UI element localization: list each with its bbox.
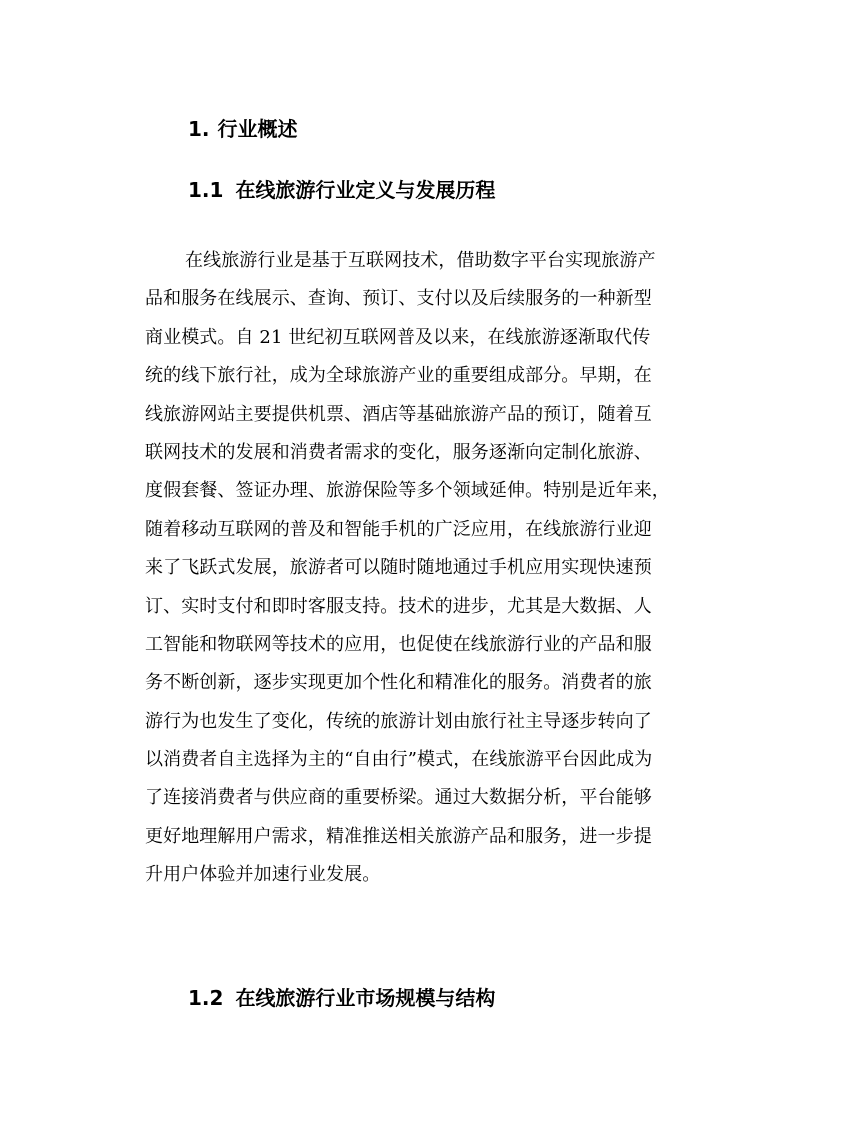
- paragraph-line: 品和服务在线展示、查询、预订、支付以及后续服务的一种新型: [145, 288, 652, 310]
- section-number: 1.: [188, 117, 210, 141]
- body-paragraph: [145, 242, 701, 895]
- subsection-title: 在线旅游行业定义与发展历程: [235, 178, 496, 202]
- paragraph-line: 升用户体验并加速行业发展。: [145, 864, 381, 886]
- paragraph-line: 随着移动互联网的普及和智能手机的广泛应用，在线旅游行业迎: [145, 518, 652, 540]
- paragraph-line: 游行为也发生了变化，传统的旅游计划由旅行社主导逐步转向了: [145, 710, 652, 732]
- paragraph-line: 更好地理解用户需求，精准推送相关旅游产品和服务，进一步提: [145, 825, 652, 847]
- paragraph-line: 了连接消费者与供应商的重要桥梁。通过大数据分析，平台能够: [145, 787, 652, 809]
- subsection-number: 1.1: [188, 178, 224, 202]
- subsection-heading-1-1: [188, 175, 495, 205]
- paragraph-line: 工智能和物联网等技术的应用，也促使在线旅游行业的产品和服: [145, 633, 652, 655]
- paragraph-line: 订、实时支付和即时客服支持。技术的进步，尤其是大数据、人: [145, 595, 652, 617]
- paragraph-line: 联网技术的发展和消费者需求的变化，服务逐渐向定制化旅游、: [145, 441, 652, 463]
- paragraph-line: 线旅游网站主要提供机票、酒店等基础旅游产品的预订，随着互: [145, 403, 652, 425]
- subsection-heading-1-2: [188, 983, 495, 1013]
- subsection-title: 在线旅游行业市场规模与结构: [235, 986, 496, 1010]
- paragraph-line: 商业模式。自 21 世纪初互联网普及以来，在线旅游逐渐取代传: [145, 326, 651, 348]
- paragraph-line: 务不断创新，逐步实现更加个性化和精准化的服务。消费者的旅: [145, 672, 652, 694]
- paragraph-line: 在线旅游行业是基于互联网技术，借助数字平台实现旅游产: [185, 250, 656, 271]
- paragraph-line: 以消费者自主选择为主的“自由行”模式，在线旅游平台因此成为: [145, 749, 653, 771]
- paragraph-line: 统的线下旅行社，成为全球旅游产业的重要组成部分。早期，在: [145, 365, 652, 387]
- paragraph-line: 度假套餐、签证办理、旅游保险等多个领域延伸。特别是近年来，: [145, 480, 670, 502]
- paragraph-line: 来了飞跃式发展，旅游者可以随时随地通过手机应用实现快速预: [145, 557, 652, 579]
- section-heading-1: [188, 114, 298, 144]
- section-title: 行业概述: [217, 117, 298, 141]
- subsection-number: 1.2: [188, 986, 224, 1010]
